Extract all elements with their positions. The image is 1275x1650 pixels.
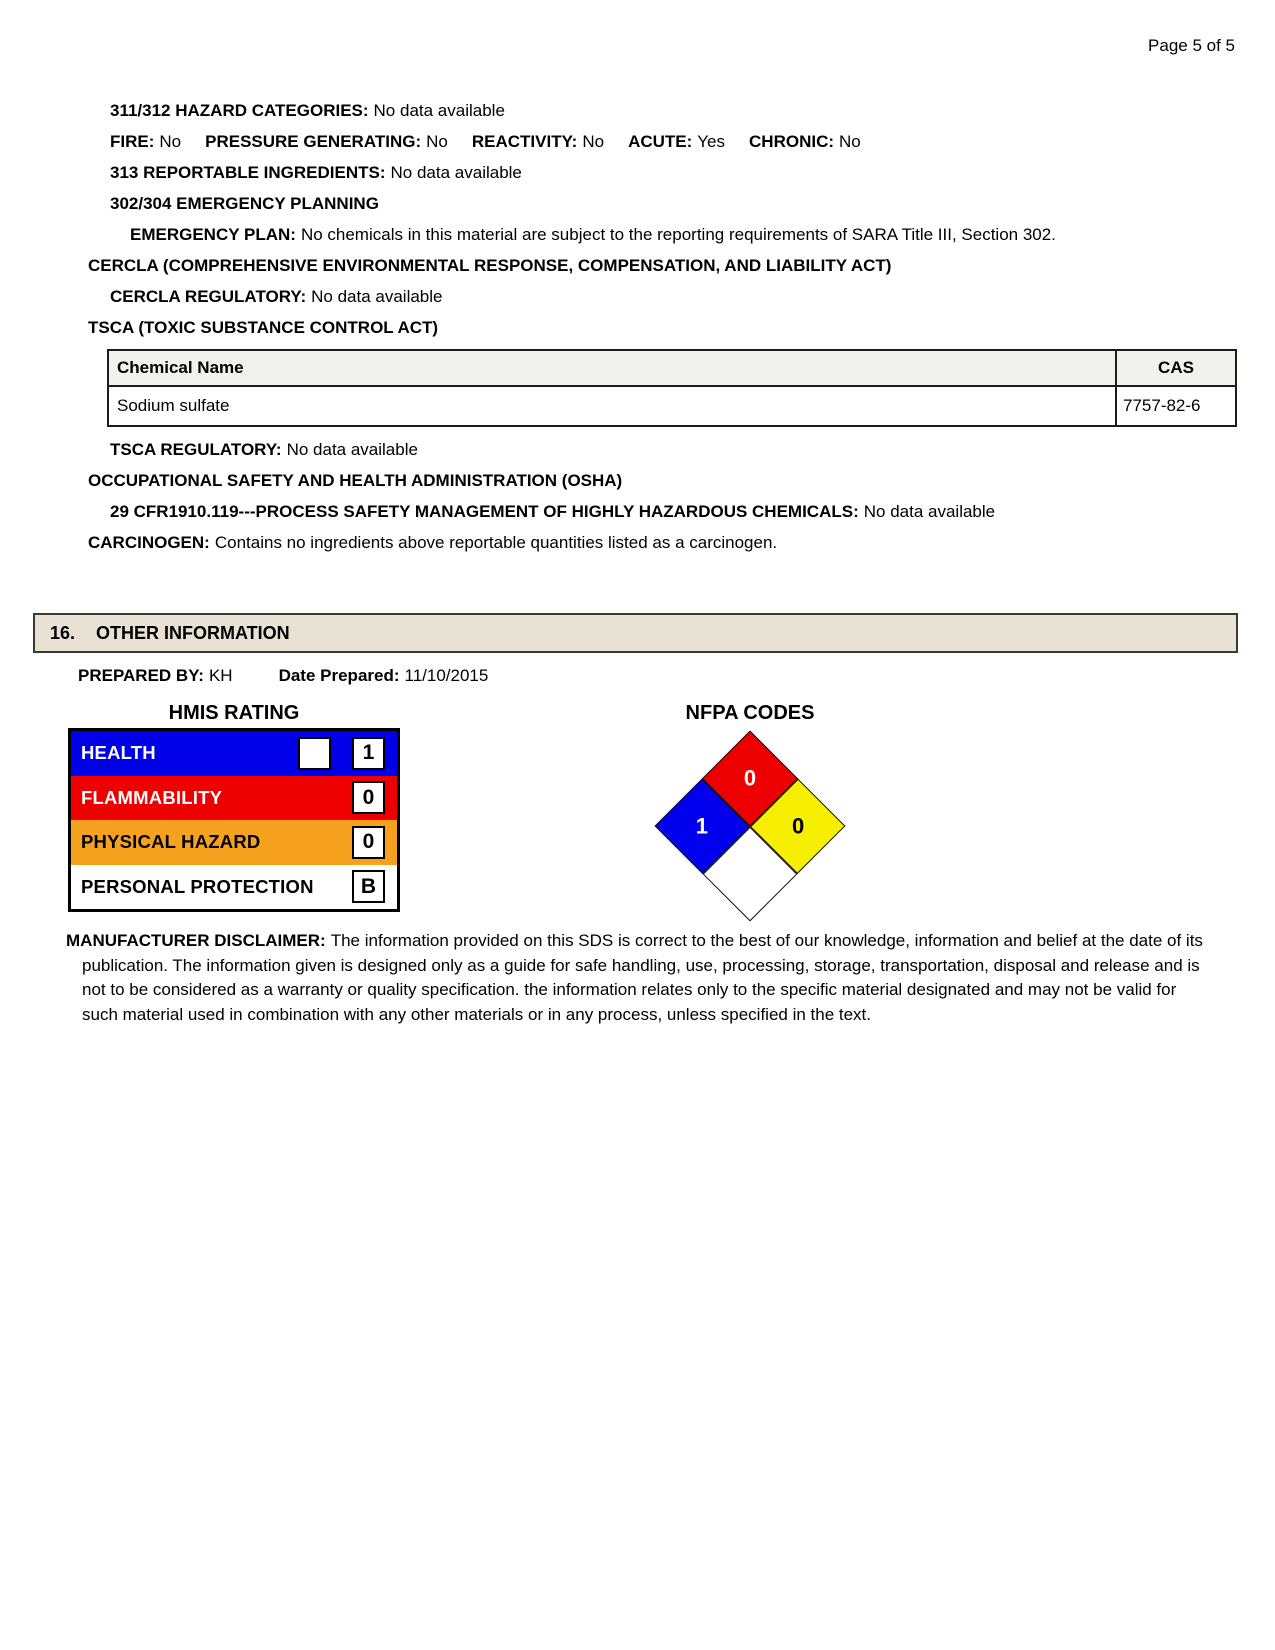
hmis-row-personal-protection <box>71 865 397 910</box>
prepared-by-value: KH <box>208 666 233 685</box>
nfpa-health-value: 1 <box>696 813 709 838</box>
tsca-chemical-table <box>107 349 1237 427</box>
tsca-regulatory-label: TSCA REGULATORY: <box>110 440 282 459</box>
nfpa-codes-block <box>612 701 888 922</box>
emergency-plan-paragraph <box>0 219 1148 250</box>
manufacturer-disclaimer <box>66 929 1204 1027</box>
nfpa-reactivity-value: 0 <box>791 813 804 838</box>
carcinogen-value: Contains no ingredients above reportable quantities listed as a carcinogen. <box>214 533 778 552</box>
regulatory-section <box>0 95 1275 558</box>
hmis-health-value-box: 1 <box>352 737 385 770</box>
osha-psm-label: 29 CFR1910.119---PROCESS SAFETY MANAGEMENT OF HIGHLY HAZARDOUS CHEMICALS: <box>110 502 859 521</box>
hmis-row-health <box>71 731 397 776</box>
acute-label: ACUTE: <box>628 132 693 151</box>
column-header-cas: CAS <box>1116 350 1236 386</box>
hmis-health-empty-box <box>298 737 331 770</box>
manufacturer-disclaimer-text: The information provided on this SDS is correct to the best of our knowledge, information and belief at the date of its publication. The information given is designed only as a guide for safe handling, use, processing, storage, transportation, disposal and release and is not to be considered as a warranty or quality specification. the information relates only to the specific material designated and may not be valid for such material used in combination with any other materials or in any process, unless specified in the text. <box>82 931 1203 1024</box>
nfpa-diamond <box>654 730 846 922</box>
osha-psm-line <box>0 496 1275 527</box>
section-16-header <box>33 613 1238 653</box>
date-prepared-value: 11/10/2015 <box>404 666 489 685</box>
fire-label: FIRE: <box>110 132 155 151</box>
cercla-regulatory-value: No data available <box>311 287 443 306</box>
prepared-by-line <box>78 666 488 686</box>
table-header-row <box>108 350 1236 386</box>
prepared-by-label: PREPARED BY: <box>78 666 204 685</box>
hmis-rating-block <box>68 701 400 912</box>
hmis-physical-hazard-value-box: 0 <box>352 826 385 859</box>
nfpa-codes-title: NFPA CODES <box>685 702 815 724</box>
sara-flags-line <box>0 126 1275 157</box>
manufacturer-disclaimer-label: MANUFACTURER DISCLAIMER: <box>66 931 326 950</box>
section-title: OTHER INFORMATION <box>96 622 290 643</box>
carcinogen-line <box>0 527 1275 558</box>
osha-psm-value: No data available <box>863 502 996 521</box>
acute-value: Yes <box>697 132 726 151</box>
cell-chemical-name: Sodium sulfate <box>108 386 1116 426</box>
column-header-chemical-name: Chemical Name <box>108 350 1116 386</box>
tsca-regulatory-line <box>0 434 1275 465</box>
hmis-rating-title: HMIS RATING <box>168 702 300 724</box>
carcinogen-label: CARCINOGEN: <box>88 533 210 552</box>
emergency-planning-heading: 302/304 EMERGENCY PLANNING <box>110 194 379 213</box>
hmis-row-physical-hazard <box>71 820 397 865</box>
cercla-heading: CERCLA (COMPREHENSIVE ENVIRONMENTAL RESPONSE, COMPENSATION, AND LIABILITY ACT) <box>88 256 892 275</box>
hmis-flammability-value-box: 0 <box>352 781 385 814</box>
reportable-ingredients-label: 313 REPORTABLE INGREDIENTS: <box>110 163 386 182</box>
hmis-personal-protection-value-box: B <box>352 870 385 903</box>
pressure-generating-label: PRESSURE GENERATING: <box>205 132 422 151</box>
date-prepared-label: Date Prepared: <box>278 666 400 685</box>
nfpa-flammability-value: 0 <box>743 765 757 791</box>
hazard-categories-value: No data available <box>373 101 505 120</box>
emergency-plan-label: EMERGENCY PLAN: <box>130 225 296 244</box>
hazard-categories-line <box>0 95 1275 126</box>
fire-value: No <box>159 132 182 151</box>
cercla-regulatory-label: CERCLA REGULATORY: <box>110 287 307 306</box>
tsca-regulatory-value: No data available <box>286 440 418 459</box>
emergency-plan-value: No chemicals in this material are subject to the reporting requirements of SARA Title III, Section 302. <box>300 225 1056 244</box>
hmis-row-flammability <box>71 776 397 821</box>
nfpa-special-value <box>717 841 783 907</box>
table-row <box>108 386 1236 426</box>
tsca-heading: TSCA (TOXIC SUBSTANCE CONTROL ACT) <box>88 318 439 337</box>
hmis-flammability-label: FLAMMABILITY <box>81 786 223 808</box>
hazard-categories-label: 311/312 HAZARD CATEGORIES: <box>110 101 369 120</box>
section-number: 16. <box>50 622 76 643</box>
hmis-physical-hazard-label: PHYSICAL HAZARD <box>81 831 261 853</box>
hmis-rating-table <box>68 728 400 912</box>
reportable-ingredients-line <box>0 157 1275 188</box>
reactivity-label: REACTIVITY: <box>471 132 578 151</box>
osha-heading: OCCUPATIONAL SAFETY AND HEALTH ADMINISTRATION (OSHA) <box>88 471 623 490</box>
page-indicator: Page 5 of 5 <box>1148 36 1235 55</box>
hmis-health-label: HEALTH <box>81 742 156 764</box>
cercla-regulatory-line <box>0 281 1275 312</box>
ratings-area <box>0 701 1275 923</box>
chronic-value: No <box>839 132 861 151</box>
hmis-personal-protection-label: PERSONAL PROTECTION <box>81 875 314 897</box>
chronic-label: CHRONIC: <box>749 132 835 151</box>
pressure-generating-value: No <box>426 132 448 151</box>
reportable-ingredients-value: No data available <box>390 163 522 182</box>
reactivity-value: No <box>582 132 605 151</box>
cell-cas: 7757-82-6 <box>1116 386 1236 426</box>
